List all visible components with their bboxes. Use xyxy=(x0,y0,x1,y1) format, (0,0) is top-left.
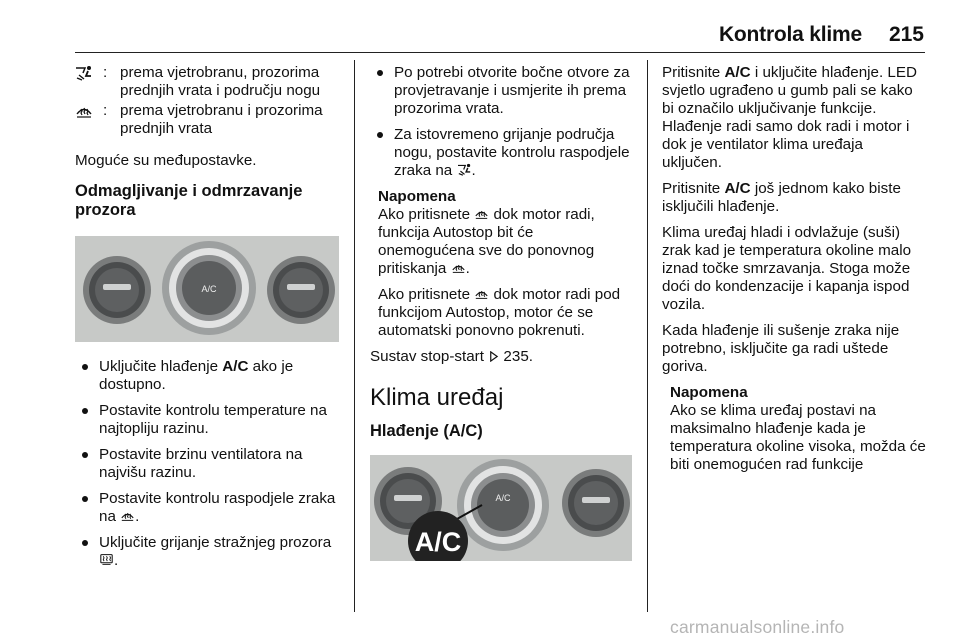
note-box: Napomena Ako pritisnete dok motor radi, funkcija Autostop bit će onemogućena sve do ponovnog pritiskanja . Ako pritisnete dok motor radi pod funkcijom Autostop, motor će se automatski ponovno pokrenuti. xyxy=(370,188,633,340)
presets-text: Moguće su međupostavke. xyxy=(75,152,257,169)
dial-ac-label: A/C xyxy=(201,284,217,294)
page-reference-arrow-icon xyxy=(488,351,499,362)
column-1 xyxy=(75,64,341,578)
bullet-item: Postavite kontrolu raspodjele zraka na . xyxy=(75,490,341,526)
dial-ac-label: A/C xyxy=(495,493,511,503)
note-title: Napomena xyxy=(378,188,456,205)
column-divider-1 xyxy=(354,60,355,612)
subsection-title: Hlađenje (A/C) xyxy=(370,422,483,440)
page-title: Kontrola klime xyxy=(718,23,862,46)
windscreen-defrost-icon xyxy=(474,287,489,300)
windscreen-defrost-icon xyxy=(120,509,135,522)
paragraph-ac-off: Pritisnite A/C još jednom kako biste isključili hlađenje. xyxy=(662,180,901,215)
climate-controls-photo xyxy=(75,236,339,342)
air-distribution-row-1: : prema vjetrobranu, prozorima prednjih vrata i području nogu xyxy=(75,64,341,100)
ac-badge-label: A/C xyxy=(414,527,462,557)
windscreen-defrost-icon xyxy=(75,103,93,119)
paragraph-dehumidify: Klima uređaj hladi i odvlažuje (suši) zrak kad je temperatura okoline malo iznad točke smrzavanja. Stoga može doći do kondenzacije i kapanja ispod vozila. xyxy=(662,224,912,313)
rear-window-heating-icon xyxy=(99,553,114,566)
windscreen-footwell-icon xyxy=(75,65,93,81)
stop-start-reference: Sustav stop-start 235. xyxy=(370,348,533,365)
bullet-item: Postavite kontrolu temperature na najtopliju razinu. xyxy=(75,402,341,438)
bullet-item: Uključite grijanje stražnjeg prozora . xyxy=(75,534,341,570)
column-3 xyxy=(662,64,927,482)
ac-button-photo xyxy=(370,455,632,561)
row-1-description: prema vjetrobranu, prozorima prednjih vrata i području nogu xyxy=(120,64,321,99)
bullet-item: Za istovremeno grijanje područja nogu, postavite kontrolu raspodjele zraka na . xyxy=(370,126,633,180)
section-title: Klima uređaj xyxy=(370,384,504,411)
section-heading-defrost: Odmagljivanje i odmrzavanje prozora xyxy=(75,182,303,219)
bullet-item: Uključite hlađenje A/C ako je dostupno. xyxy=(75,358,341,394)
paragraph-ac-on: Pritisnite A/C i uključite hlađenje. LED svjetlo ugrađeno u gumb pali se kako bi označilo uključivanje funkcije. Hlađenje radi samo dok radi i motor i dok je ventilator klima uređaja uključen. xyxy=(662,64,917,171)
column-divider-2 xyxy=(647,60,648,612)
row-2-description: prema vjetrobranu i prozorima prednjih vrata xyxy=(120,102,323,137)
windscreen-defrost-icon xyxy=(451,261,466,274)
column-2 xyxy=(370,64,633,561)
note-box xyxy=(662,384,927,474)
bullet-item: Postavite brzinu ventilatora na najvišu razinu. xyxy=(75,446,341,482)
watermark: carmanualsonline.info xyxy=(670,617,845,637)
page-number: 215 xyxy=(888,23,924,46)
page-header xyxy=(0,0,960,54)
bullet-item: Po potrebi otvorite bočne otvore za provjetravanje i usmjerite ih prema prozorima vrata. xyxy=(370,64,633,118)
windscreen-footwell-icon xyxy=(457,163,472,176)
air-distribution-row-2: : prema vjetrobranu i prozorima prednjih vrata xyxy=(75,102,341,138)
note-title: Napomena xyxy=(670,384,748,401)
windscreen-defrost-icon xyxy=(474,207,489,220)
paragraph-save-fuel: Kada hlađenje ili sušenje zraka nije potrebno, isključite ga radi uštede goriva. xyxy=(662,322,900,375)
page-reference-link[interactable]: 235. xyxy=(503,348,533,365)
header-divider xyxy=(75,52,925,53)
note-text: Ako se klima uređaj postavi na maksimalno hlađenje kada je temperatura okoline visoka, možda će biti onemogućen rad funkcije xyxy=(670,402,926,473)
